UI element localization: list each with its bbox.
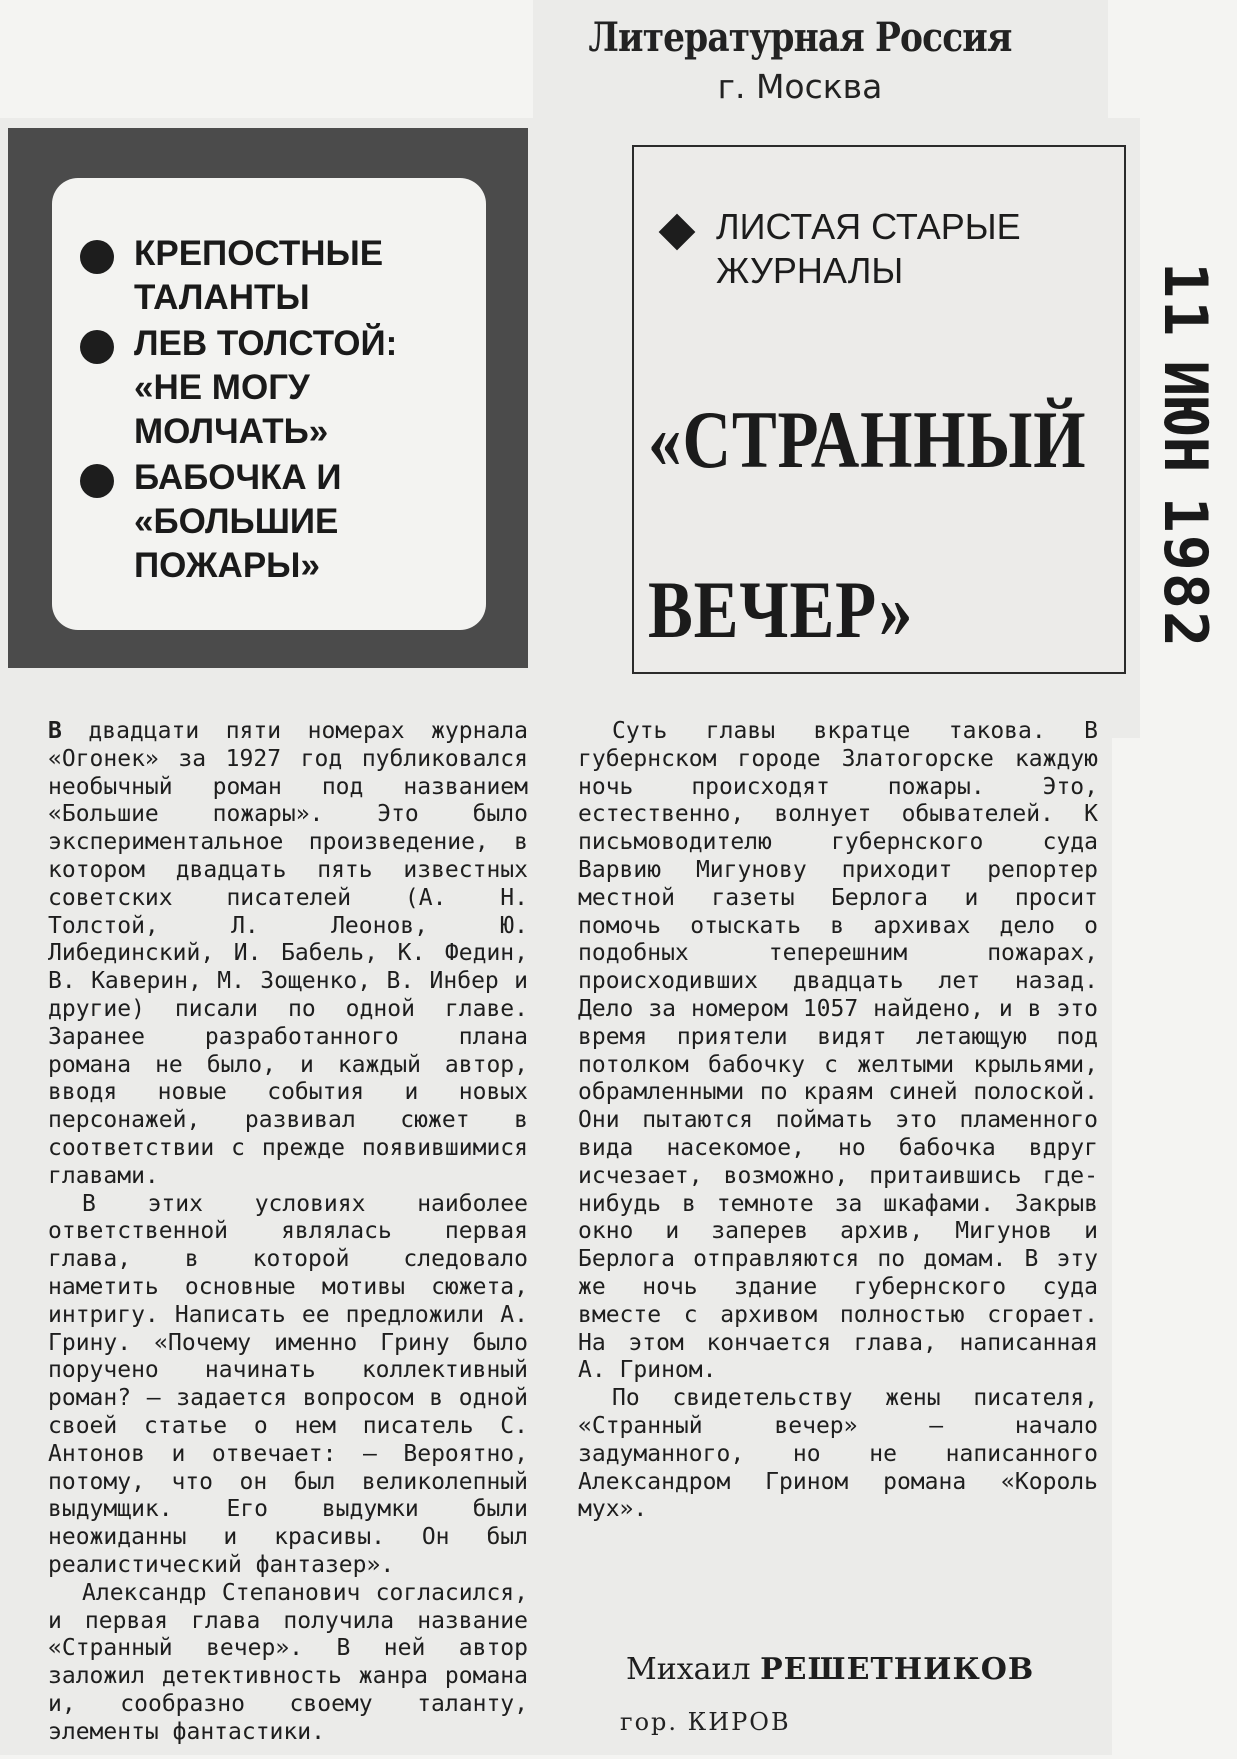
topic-text: ЛЕВ ТОЛСТОЙ: «НЕ МОГУ МОЛЧАТЬ»: [134, 324, 398, 451]
author-surname: РЕШЕТНИКОВ: [760, 1652, 1035, 1687]
paragraph: В двадцати пяти номерах журнала «Огонек» за 1927 год публиковался необычный роман под названием «Большие пожары». Это было экспериментальное произведение, в котором двадцать пять известных советских писателей (А. Н. Толстой, Л. Леонов, Ю. Либединский, И. Бабель, К. Федин, В. Каверин, М. Зощенко, В. Инбер и другие) писали по одной главе. Заранее разработанного плана романа не было, и каждый автор, вводя новые события и новых персонажей, развивал сюжет в соответствии с прежде появившимися главами.: [48, 718, 528, 1189]
rubric-text: ЛИСТАЯ СТАРЫЕ ЖУРНАЛЫ: [716, 206, 1021, 291]
newspaper-name: Литературная Россия: [588, 14, 1012, 61]
bullet-icon: [80, 464, 114, 498]
topics-list: [80, 232, 500, 590]
topic-item: [80, 232, 500, 320]
article-title: «СТРАННЫЙ ВЕЧЕР»: [648, 394, 1087, 655]
topic-item: [80, 322, 500, 454]
author-first-name: Михаил: [626, 1652, 751, 1687]
newspaper-city: г. Москва: [717, 67, 883, 106]
topic-text: БАБОЧКА И «БОЛЬШИЕ ПОЖАРЫ»: [134, 458, 342, 585]
paragraph: По свидетельству жены писателя, «Странный вечер» — начало задуманного, но не написанного Александром Грином романа «Король мух».: [578, 1385, 1098, 1523]
stamp-day: 11: [1150, 262, 1220, 339]
topic-text: КРЕПОСТНЫЕ ТАЛАНТЫ: [134, 234, 384, 317]
paragraph: В этих условиях наиболее ответственной являлась первая глава, в которой следовало наметить основные мотивы сюжета, интригу. Написать ее предложили А. Грину. «Почему именно Грину было поручено начинать коллективный роман? — задается вопросом в одной своей статье о нем писатель С. Антонов и отвечает: — Вероятно, потому, что он был великолепный выдумщик. Его выдумки были неожиданны и красивы. Он был реалистический фантазер».: [48, 1190, 528, 1578]
rubric: [660, 205, 1100, 293]
paragraph: Суть главы вкратце такова. В губернском городе Златогорске каждую ночь происходят пожары. Это, естественно, волнует обывателей. К письмоводителю губернского суда Варвию Мигунову приходит репортер местной газеты Берлога и просит помочь отыскать в архивах дело о подобных теперешним пожарах, происходивших двадцать лет назад. Дело за номером 1057 найдено, и в это время приятели видят летающую под потолком бабочку с желтыми крыльями, обрамленными по краям синей полоской. Они пытаются поймать это пламенного вида насекомое, но бабочка вдруг исчезает, возможно, притаившись где-нибудь в темноте за шкафами. Закрыв окно и заперев архив, Мигунов и Берлога отправляются по домам. В эту же ночь здание губернского суда вместе с архивом полностью сгорает. На этом кончается глава, написанная А. Грином.: [578, 718, 1098, 1384]
stamp-month: ИЮН: [1150, 360, 1220, 475]
date-stamp: [1150, 262, 1220, 671]
article-column-left: [48, 718, 528, 1746]
author-city: гор. КИРОВ: [620, 1708, 791, 1736]
bullet-icon: [80, 240, 114, 274]
stamp-year: 1982: [1150, 496, 1220, 650]
topic-item: [80, 456, 500, 588]
masthead: [540, 14, 1060, 106]
diamond-icon: [659, 214, 696, 251]
article-column-right: [578, 718, 1098, 1524]
author-signature: [626, 1652, 1086, 1687]
paragraph: Александр Степанович согласился, и первая глава получила название «Странный вечер». В ней автор заложил детективность жанра романа и, сообразно своему таланту, элементы фантастики.: [48, 1579, 528, 1745]
bullet-icon: [80, 330, 114, 364]
